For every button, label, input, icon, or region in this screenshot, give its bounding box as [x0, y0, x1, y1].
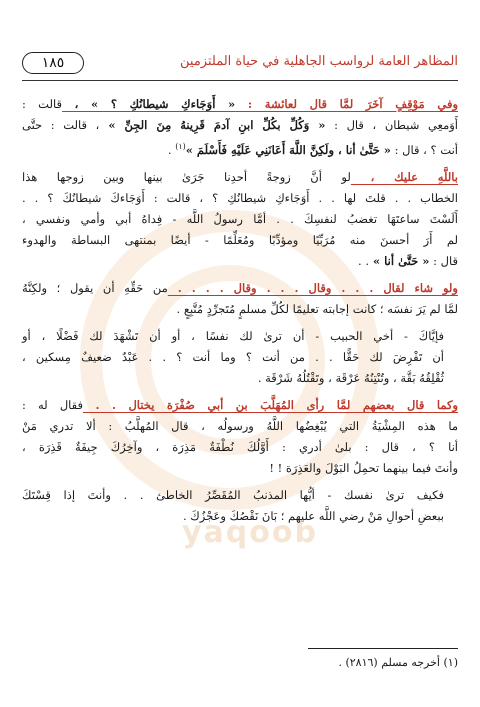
footnote: (١) أخرجه مسلم (٢٨١٦) .	[338, 656, 458, 669]
text-segment: قالت :	[22, 97, 62, 111]
text-line	[22, 251, 458, 272]
text-segment: من حَقِّهِ أن يقول ؛ ولكِنَّهُ	[22, 280, 168, 295]
text-segment: فقال له :	[22, 397, 83, 412]
text-line	[22, 188, 458, 209]
text-segment: الخطاب . . قلتَ لها . . أَوَجَاءكِ شيطانُكِ ؟ ، قالت : أَوَجَاءكَ شيطانُكَ ؟ . .	[22, 190, 458, 205]
paragraph	[22, 485, 458, 527]
text-line	[22, 209, 458, 230]
text-segment: وأنتَ فيما بينهما تحمِلُ البَوْلَ والعَذِرَة ! !	[269, 460, 458, 475]
paragraph	[22, 167, 458, 272]
text-segment: لم أَرَ أحسنَ منه مُرَبِّيًا ومؤدِّبًا ومُعَلِّمًا - أيضًا بمنتهى البساطة والهدوء	[22, 232, 458, 247]
text-line	[22, 437, 458, 458]
running-title: المظاهر العامة لرواسب الجاهلية في حياة الملتزمين	[180, 54, 458, 69]
paragraph	[22, 278, 458, 320]
text-line	[22, 94, 458, 115]
page-header	[22, 52, 458, 76]
text-segment: أَوَمعِي شيطان ، قال :	[325, 118, 458, 132]
text-segment: « حَتَّىٰ أنا »	[368, 253, 430, 268]
text-segment: لو أنَّ زوجةً أحدِنا جَرَىٰ بينها وبين زوجها هذا	[22, 169, 351, 184]
paragraph	[22, 94, 458, 161]
text-line	[22, 278, 458, 299]
text-line	[22, 230, 458, 251]
header-divider	[22, 80, 458, 81]
paragraph	[22, 395, 458, 479]
text-line	[22, 167, 458, 188]
text-line	[22, 416, 458, 437]
text-segment: « وَكُلِّ بكُلِّ ابنِ آدمَ قَرِينهُ مِنَ الجِنِّ »	[99, 118, 326, 132]
section-heading-phrase: باللَّهِ عليك ،	[350, 169, 458, 184]
text-line	[22, 506, 444, 527]
watermark-text: yaqoob	[182, 515, 318, 550]
text-line	[22, 299, 458, 320]
text-line	[22, 458, 458, 479]
text-segment: (١)	[175, 142, 186, 151]
text-segment: « أَوَجَاءكِ شيطانُكِ ؟ » ،	[61, 97, 236, 111]
text-segment: أَلَسْتَ ساعتَهَا تغضبُ لنفسِكَ . . أمَّا رسولُ اللَّه - فِداهُ أبي وأمي ونفسي ،	[22, 211, 458, 226]
text-segment: أنت ؟ ، قال :	[390, 142, 458, 157]
text-segment: ، قالت : حتَّى	[22, 118, 100, 132]
text-line	[22, 395, 458, 416]
text-segment: فإيَّاكَ - أخي الحبيب - أن ترىٰ لك نفسًا ، أو أن تَشْهَدَ لك فَضْلًا ، أو	[22, 328, 444, 343]
text-segment: ثُقْلِقُهُ بَقَّة ، وتُنْتِنُهُ عَرْقَة ، وتَقْتُلُهُ شَرْقَة .	[257, 370, 444, 385]
footnote-divider	[308, 648, 458, 649]
text-segment: لمَّا لم يَرَ نفسَه ؛ كانت إجابته تعليمًا لكُلِّ مسلمٍ مُتَجرِّدٍ مُتَّبِعٍ .	[176, 301, 458, 316]
section-heading-phrase: وفي مَوْقِفٍ آخَرَ لمَّا قال لعائشة :	[235, 97, 459, 111]
text-line	[22, 136, 458, 161]
section-heading-phrase: ولو شاء لقال . . . وقال . . . وقال . . . .	[167, 280, 458, 295]
text-line	[22, 326, 444, 347]
text-line	[22, 368, 444, 389]
text-segment: أنا ؟ ، قال : بلىٰ أدري : أَوَّلُكَ نُطْفَةٌ مَذِرَة ، وآخِرُكَ جِيفَةٌ قَذِرَة ،	[22, 439, 458, 454]
paragraph	[22, 326, 458, 389]
text-segment: ببعضِ أحوالِ مَنْ رضي اللَّه عليهم ؛ بَانَ نَقْصُكَ وعَجْزُكَ .	[182, 508, 444, 523]
text-line	[22, 347, 444, 368]
text-segment: قال :	[429, 253, 458, 268]
text-segment: أن تَفْرِضَ لك حَقًّا . . من أنت ؟ وما أنت ؟ . . عَبْدٌ ضعيفٌ مِسكين ،	[22, 349, 444, 364]
text-line	[22, 115, 458, 136]
text-segment: . .	[358, 253, 369, 268]
text-segment: ما هذه المِشْيَةُ التي يُبْغِضُها اللَّهُ ورسولُه ، قال المُهلَّبُ : ألا تدري مَنْ	[22, 418, 458, 433]
section-heading-phrase: وكما قال بعضهم لمَّا رأى المُهَلَّبَ بن أبي صُفْرَة يختال . .	[83, 397, 459, 412]
page-number: ١٨٥	[22, 52, 84, 74]
text-segment: .	[167, 142, 176, 157]
text-line	[22, 485, 444, 506]
body-text	[22, 94, 458, 533]
text-segment: « حَتَّىٰ أنا ، ولَكِنَّ اللَّهَ أَعَانَنِي عَلَيْهِ فَأَسْلَمَ »	[185, 142, 391, 157]
text-segment: فكيف ترىٰ نفسك - أيُّها المذنبُ المُقَصِّرُ الخاطئ . . وأنتَ إذا قِسْتَكَ	[22, 487, 444, 502]
